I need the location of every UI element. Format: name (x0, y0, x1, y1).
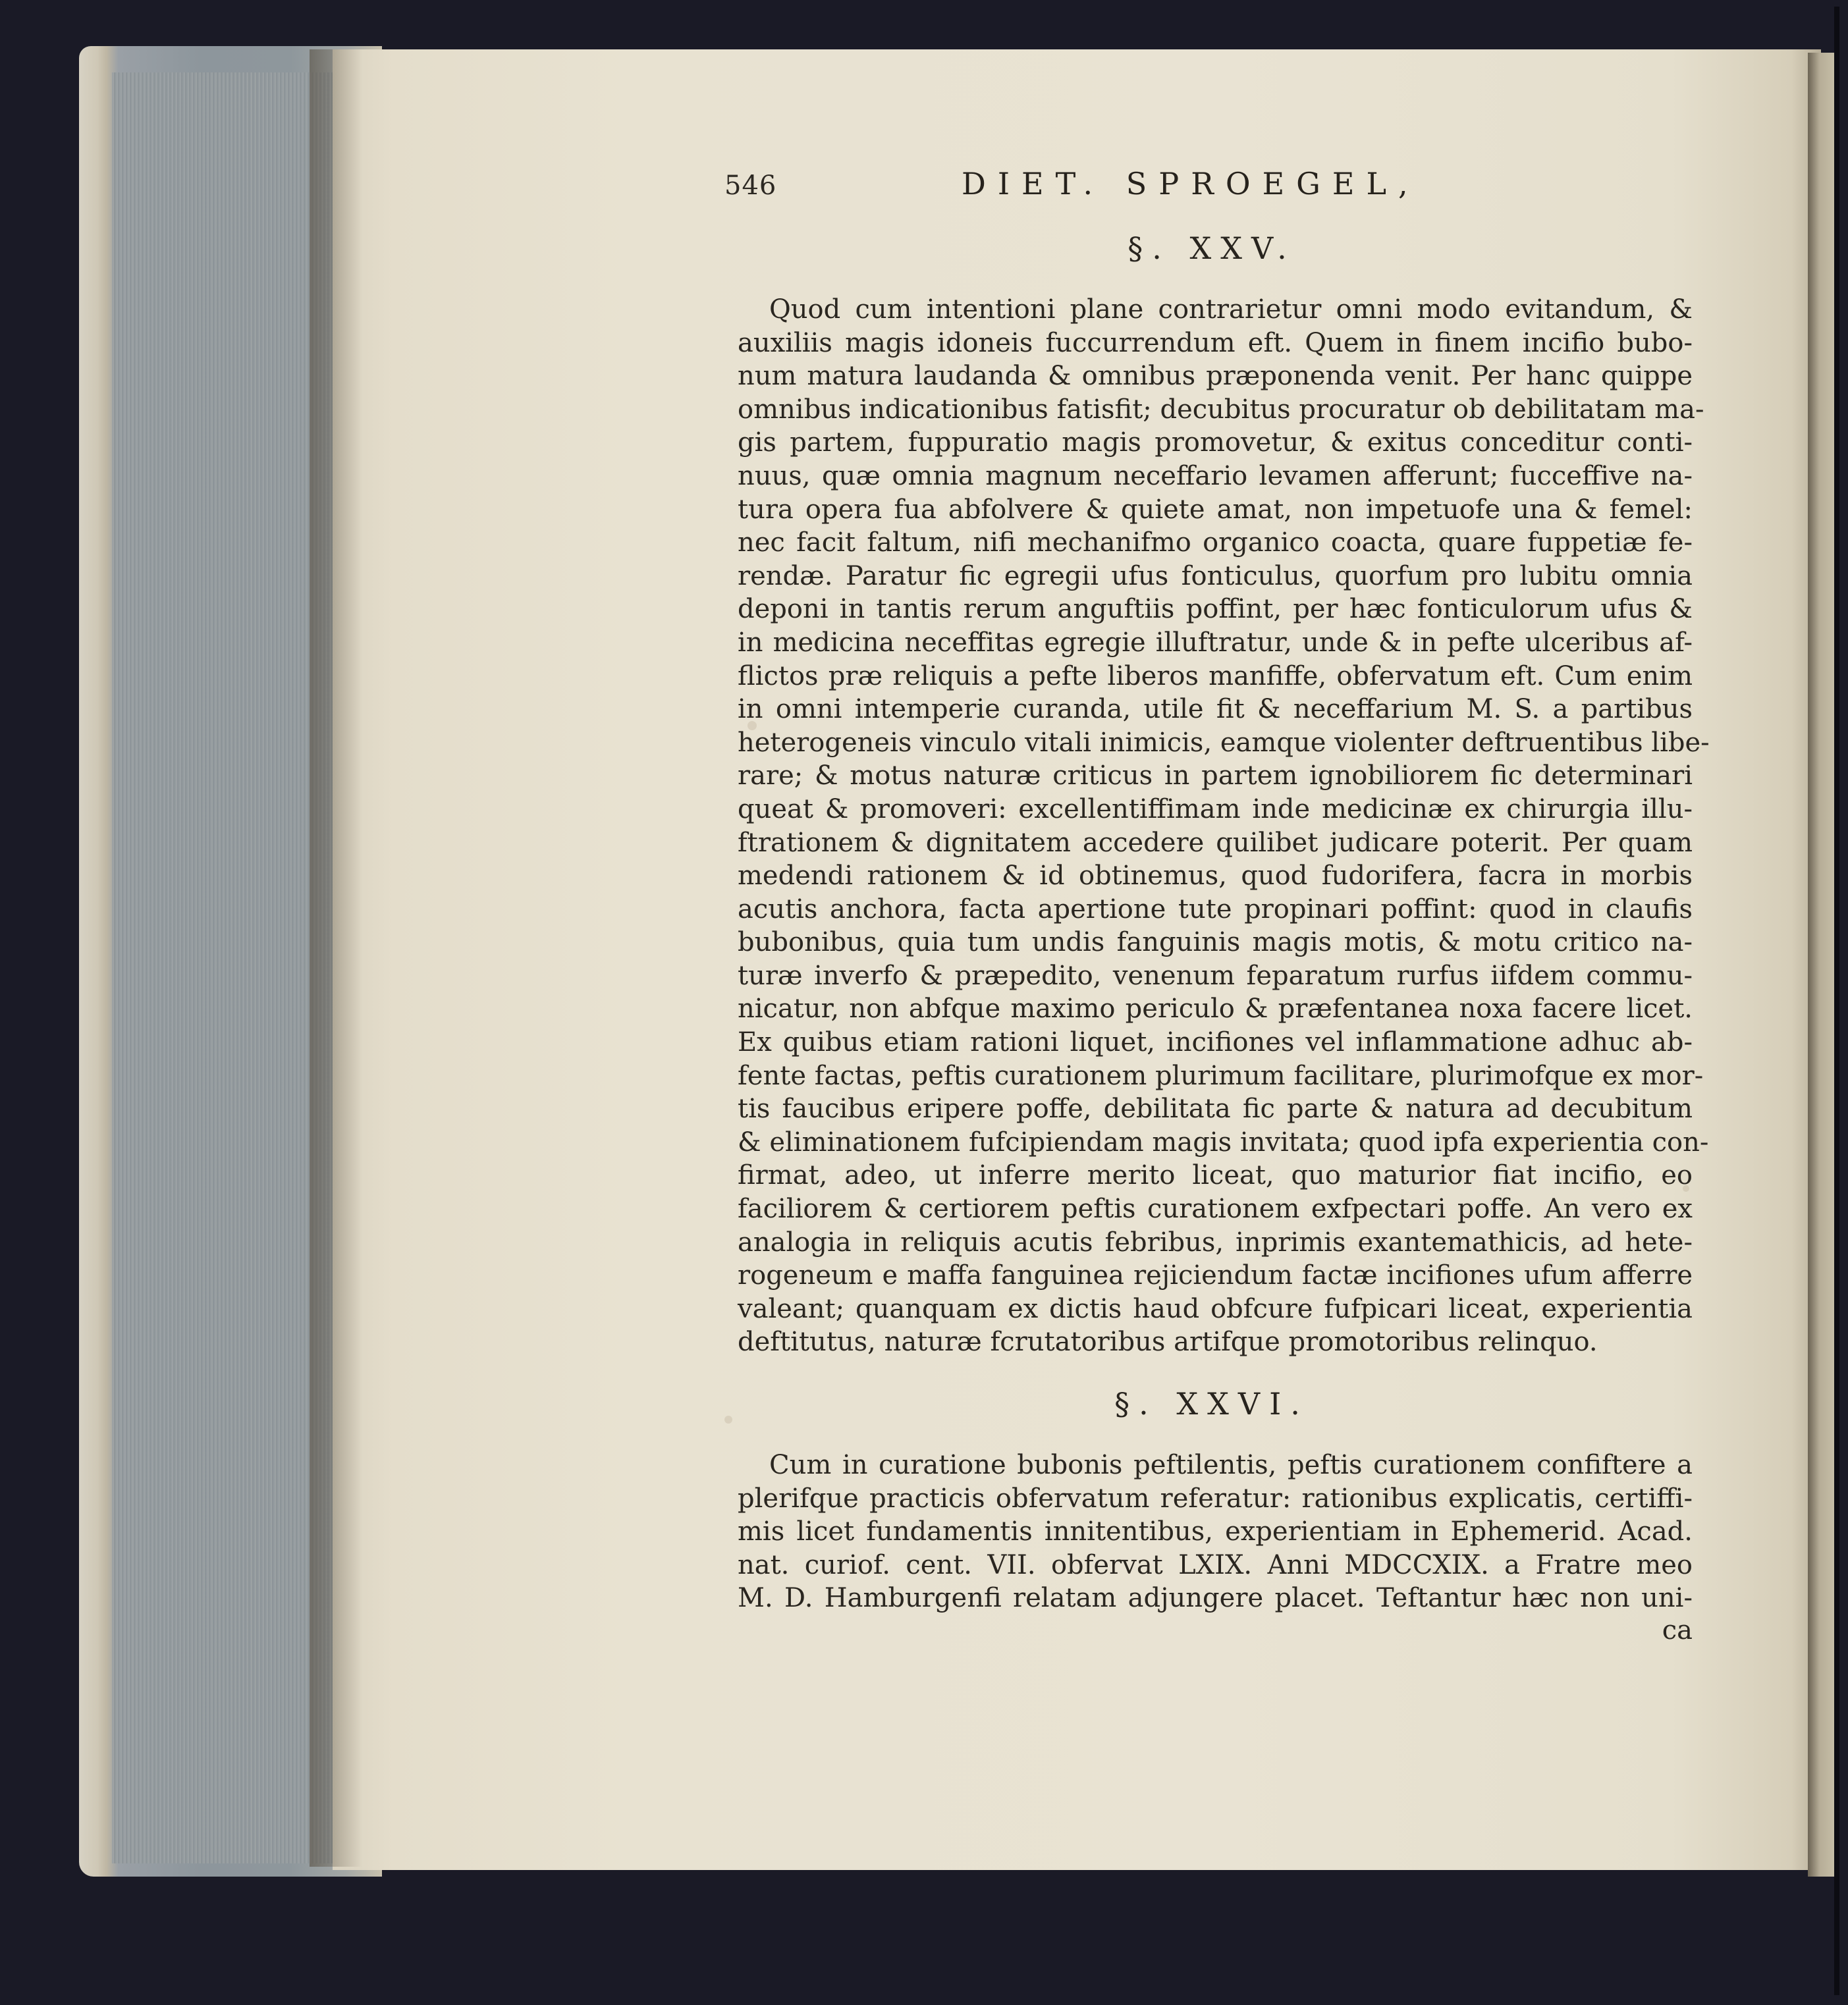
text-line: ftrationem & dignitatem accedere quilibet judicare poterit. Per quam (738, 827, 1693, 858)
gutter-shadow (310, 49, 362, 1867)
text-line: & eliminationem fufcipiendam magis invitata; quod ipfa experientia con- (738, 1127, 1709, 1158)
text-line: num matura laudanda & omnibus præponenda venit. Per hanc quippe (738, 361, 1693, 392)
text-line: nicatur, non abfque maximo periculo & præfentanea noxa facere licet. (738, 994, 1693, 1025)
facing-page-edge (1808, 53, 1837, 1877)
text-line: in medicina neceffitas egregie illuftratur, unde & in pefte ulceribus af- (738, 627, 1693, 658)
text-line: deponi in tantis rerum anguftiis poffint, per hæc fonticulorum ufus & (738, 594, 1693, 625)
text-line: flictos præ reliquis a pefte liberos manfiffe, obfervatum eft. Cum enim (738, 660, 1693, 691)
text-line: Quod cum intentioni plane contrarietur omni modo evitandum, & (769, 294, 1693, 325)
text-line: Cum in curatione bubonis peftilentis, peftis curationem confiftere a (769, 1450, 1693, 1480)
text-line: valeant; quanquam ex dictis haud obfcure fufpicari liceat, experientia (738, 1293, 1693, 1324)
text-line: mis licet fundamentis innitentibus, experientiam in Ephemerid. Acad. (738, 1516, 1693, 1547)
text-line: gis partem, fuppuratio magis promovetur, & exitus conceditur conti- (738, 427, 1693, 458)
text-line: in omni intemperie curanda, utile fit & neceffarium M. S. a partibus (738, 694, 1693, 725)
running-title: DIET. SPROEGEL, (962, 166, 1420, 201)
text-line: deftitutus, naturæ fcrutatoribus artifque promotoribus relinquo. (738, 1327, 1598, 1358)
text-line: M. D. Hamburgenfi relatam adjungere placet. Teftantur hæc non uni- (738, 1583, 1693, 1614)
text-line: fente factas, peftis curationem plurimum facilitare, plurimofque ex mor- (738, 1060, 1704, 1091)
text-line: heterogeneis vinculo vitali inimicis, eamque violenter deftruentibus libe- (738, 727, 1710, 758)
text-line: turæ inverfo & præpedito, venenum feparatum rurfus iifdem commu- (738, 960, 1693, 991)
running-head (724, 166, 1699, 212)
text-line: nec facit faltum, nifi mechanifmo organico coacta, quare fuppetiæ fe- (738, 527, 1693, 558)
text-line: faciliorem & certiorem peftis curationem exfpectari poffe. An vero ex (738, 1194, 1693, 1225)
text-line: tura opera fua abfolvere & quiete amat, non impetuofe una & femel: (738, 494, 1693, 525)
text-line: auxiliis magis idoneis fuccurrendum eft. Quem in finem incifio bubo- (738, 327, 1693, 358)
text-line: rogeneum e maffa fanguinea rejiciendum factæ incifiones ufum afferre (738, 1260, 1693, 1291)
text-line: acutis anchora, facta apertione tute propinari poffint: quod in claufis (738, 894, 1693, 924)
text-line: queat & promoveri: excellentiffimam inde medicinæ ex chirurgia illu- (738, 793, 1693, 824)
text-line: analogia in reliquis acutis febribus, inprimis exantemathicis, ad hete- (738, 1227, 1693, 1258)
text-line: medendi rationem & id obtinemus, quod fudorifera, facra in morbis (738, 861, 1693, 892)
text-line: rendæ. Paratur fic egregii ufus fonticulus, quorfum pro lubitu omnia (738, 560, 1693, 591)
page-number: 546 (724, 171, 777, 201)
text-line: bubonibus, quia tum undis fanguinis magis motis, & motu critico na- (738, 927, 1693, 958)
page-block-edge (112, 72, 336, 1863)
text-line: omnibus indicationibus fatisfit; decubitus procuratur ob debilitatam ma- (738, 394, 1704, 425)
catchword: ca (1662, 1615, 1693, 1645)
text-line: firmat, adeo, ut inferre merito liceat, quo maturior fiat incifio, eo (738, 1160, 1693, 1191)
section-heading: §. XXVI. (1114, 1386, 1309, 1422)
text-line: nuus, quæ omnia magnum neceffario levamen afferunt; fucceffive na- (738, 460, 1693, 491)
paragraph-section-xxv (738, 293, 1710, 1359)
paragraph-section-xxvi (738, 1449, 1693, 1615)
text-line: nat. curiof. cent. VII. obfervat LXIX. Anni MDCCXIX. a Fratre meo (738, 1549, 1693, 1580)
text-line: tis faucibus eripere poffe, debilitata fic parte & natura ad decubitum (738, 1094, 1693, 1125)
scan-border (1834, 7, 1839, 1995)
text-line: plerifque practicis obfervatum referatur: rationibus explicatis, certiffi- (738, 1483, 1693, 1514)
text-line: rare; & motus naturæ criticus in partem ignobiliorem fic determinari (738, 761, 1693, 791)
text-line: Ex quibus etiam rationi liquet, incifiones vel inflammatione adhuc ab- (738, 1027, 1693, 1058)
section-heading: §. XXV. (1128, 230, 1296, 266)
